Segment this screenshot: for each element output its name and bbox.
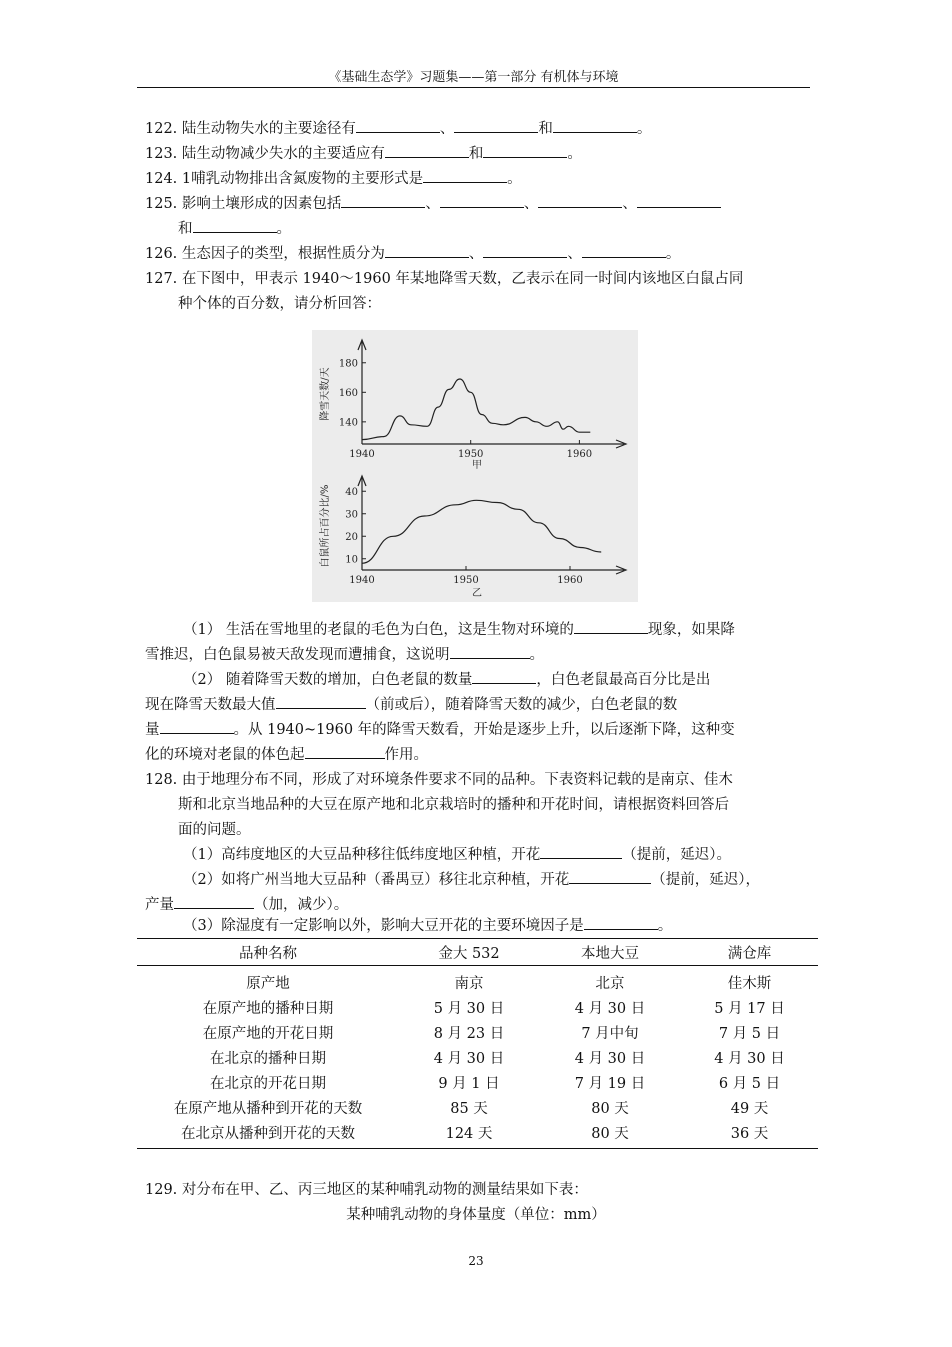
answer-blank[interactable] — [440, 194, 524, 208]
table-row — [137, 1070, 818, 1095]
answer-blank[interactable] — [193, 219, 277, 233]
table-cell: 5 月 30 日 — [433, 1001, 505, 1017]
x-tick-label: 1950 — [453, 575, 479, 586]
table-cell: 北京 — [595, 976, 625, 992]
answer-blank[interactable] — [276, 695, 366, 709]
question-128-line2: 斯和北京当地品种的大豆在原产地和北京栽培时的播种和开花时间，请根据资料回答后 — [178, 797, 729, 813]
table-cell: 原产地 — [246, 976, 290, 992]
question-125-continued: 和 。 — [178, 221, 291, 237]
question-128-part2-cont: 产量 （加，减少）。 — [145, 897, 349, 913]
y-tick-label: 30 — [345, 509, 358, 521]
y-tick-label: 40 — [345, 486, 358, 498]
page-number: 23 — [468, 1254, 484, 1268]
table-cell: 在原产地的播种日期 — [202, 1001, 334, 1017]
table-cell: 在北京的开花日期 — [210, 1076, 326, 1092]
table-cell: 在北京从播种到开花的天数 — [137, 1120, 399, 1149]
answer-blank[interactable] — [454, 119, 538, 133]
table-cell: 4 月 30 日 — [714, 1051, 785, 1067]
snow-and-mouse-figure — [312, 330, 638, 602]
figure-svg — [312, 330, 638, 602]
table-caption: 某种哺乳动物的身体量度（单位：mm） — [346, 1207, 606, 1223]
table-header-cell: 本地大豆 — [539, 939, 681, 966]
answer-blank[interactable] — [574, 620, 648, 634]
question-127-part1: （1） 生活在雪地里的老鼠的毛色为白色，这是生物对环境的 现象，如果降 — [183, 622, 735, 638]
x-tick-label: 1940 — [349, 449, 375, 460]
chart-title: 乙 — [472, 588, 482, 599]
x-tick-label: 1960 — [566, 449, 593, 460]
answer-blank[interactable] — [174, 895, 254, 909]
answer-blank[interactable] — [356, 119, 440, 133]
table-cell: 佳木斯 — [727, 976, 772, 992]
question-127-part2-cont1: 现在降雪天数最大值 （前或后），随着降雪天数的减少，白色老鼠的数 — [145, 697, 678, 713]
answer-blank[interactable] — [450, 645, 530, 659]
table-cell: 9 月 1 日 — [438, 1076, 500, 1092]
table-cell: 4 月 30 日 — [574, 1001, 646, 1017]
question-127-line1: 127. 在下图中，甲表示 1940～1960 年某地降雪天数，乙表示在同一时间内该地区白鼠占同 — [145, 271, 744, 287]
answer-blank[interactable] — [385, 244, 469, 258]
soybean-table — [137, 938, 818, 1149]
table-cell: 36 天 — [681, 1120, 818, 1149]
snow-days-series-line — [362, 379, 590, 440]
table-cell: 8 月 23 日 — [433, 1026, 505, 1042]
table-cell: 80 天 — [591, 1101, 629, 1117]
table-cell: 5 月 17 日 — [714, 1001, 785, 1017]
table-cell: 南京 — [454, 976, 484, 992]
table-cell: 7 月中旬 — [581, 1026, 639, 1042]
y-tick-label: 20 — [345, 531, 358, 543]
answer-blank[interactable] — [423, 169, 507, 183]
table-cell: 4 月 30 日 — [574, 1051, 646, 1067]
question-128-line1: 128. 由于地理分布不同，形成了对环境条件要求不同的品种。下表资料记载的是南京、佳木 — [145, 772, 733, 788]
answer-blank[interactable] — [385, 144, 469, 158]
table-cell: 124 天 — [399, 1120, 539, 1149]
question-125: 125. 影响土壤形成的因素包括 、 、 、 — [145, 194, 721, 214]
question-126: 126. 生态因子的类型，根据性质分为 、 、 。 — [145, 246, 681, 262]
running-header: 《基础生态学》习题集——第一部分 有机体与环境 — [328, 70, 619, 85]
table-cell: 在北京的播种日期 — [210, 1051, 326, 1067]
answer-blank[interactable] — [305, 745, 385, 759]
answer-blank[interactable] — [472, 670, 536, 684]
table-header-row — [137, 939, 818, 966]
question-127-part2-cont2: 量 。从 1940~1960 年的降雪天数看，开始是逐步上升，以后逐渐下降，这种变 — [145, 722, 735, 738]
question-128-part3: （3）除湿度有一定影响以外，影响大豆开花的主要环境因子是 。 — [183, 918, 673, 934]
answer-blank[interactable] — [483, 244, 567, 258]
table-cell: 4 月 30 日 — [433, 1051, 505, 1067]
question-127-line2: 种个体的百分数，请分析回答： — [178, 296, 381, 312]
x-tick-label: 1950 — [457, 449, 484, 460]
table-cell: 49 天 — [730, 1101, 769, 1117]
table-row — [137, 1095, 818, 1120]
answer-blank[interactable] — [582, 244, 666, 258]
table-header-cell: 满仓库 — [681, 939, 818, 966]
table-header-cell: 品种名称 — [137, 939, 399, 966]
table-row — [137, 1045, 818, 1070]
answer-blank[interactable] — [584, 916, 658, 930]
x-tick-label: 1940 — [349, 575, 375, 586]
table-cell: 80 天 — [539, 1120, 681, 1149]
table-row — [137, 1020, 818, 1045]
table-row — [137, 995, 818, 1020]
answer-blank[interactable] — [637, 194, 721, 208]
question-127-part2-cont3: 化的环境对老鼠的体色起 作用。 — [145, 747, 428, 763]
white-mouse-series-line — [362, 500, 601, 563]
question-122: 122. 陆生动物失水的主要途径有 、 和 。 — [145, 121, 652, 137]
question-127-part1-cont: 雪推迟，白色鼠易被天敌发现而遭捕食，这说明 。 — [145, 647, 544, 663]
answer-blank[interactable] — [553, 119, 637, 133]
chart-white-mouse-percent — [318, 476, 626, 599]
question-128-part1: （1）高纬度地区的大豆品种移往低纬度地区种植，开花 （提前，延迟）。 — [183, 847, 731, 863]
question-123: 123. 陆生动物减少失水的主要适应有 和 。 — [145, 146, 582, 162]
y-axis-label: 白鼠所占百分比/% — [320, 484, 331, 568]
table-row — [137, 1120, 818, 1149]
question-124: 124. 1哺乳动物排出含氮废物的主要形式是 。 — [145, 171, 522, 187]
y-tick-label: 160 — [338, 387, 358, 399]
x-tick-label: 1960 — [557, 575, 583, 586]
question-129: 129. 对分布在甲、乙、丙三地区的某种哺乳动物的测量结果如下表： — [145, 1182, 588, 1198]
table-cell: 7 月 19 日 — [574, 1076, 646, 1092]
answer-blank[interactable] — [569, 870, 651, 884]
answer-blank[interactable] — [341, 194, 425, 208]
chart-snow-days — [318, 340, 626, 471]
answer-blank[interactable] — [160, 720, 234, 734]
y-tick-label: 180 — [338, 358, 358, 370]
table-cell: 6 月 5 日 — [718, 1076, 781, 1092]
table-row — [137, 966, 818, 996]
answer-blank[interactable] — [483, 144, 567, 158]
answer-blank[interactable] — [540, 845, 622, 859]
y-tick-label: 140 — [338, 417, 358, 429]
answer-blank[interactable] — [538, 194, 622, 208]
table-cell: 在原产地的开花日期 — [202, 1026, 334, 1042]
question-128-line3: 面的问题。 — [178, 822, 251, 838]
question-127-part2: （2） 随着降雪天数的增加，白色老鼠的数量 ，白色老鼠最高百分比是出 — [183, 672, 711, 688]
chart-title: 甲 — [472, 460, 482, 471]
header-rule — [137, 87, 810, 88]
table-cell: 在原产地从播种到开花的天数 — [173, 1101, 363, 1117]
table-cell: 85 天 — [450, 1101, 488, 1117]
table-header-cell: 金大 532 — [399, 939, 539, 966]
question-128-part2: （2）如将广州当地大豆品种（番禺豆）移往北京种植，开花 （提前，延迟）， — [183, 872, 760, 888]
y-axis-label: 降雪天数/天 — [320, 367, 331, 421]
table-cell: 7 月 5 日 — [718, 1026, 781, 1042]
y-tick-label: 10 — [345, 554, 358, 566]
